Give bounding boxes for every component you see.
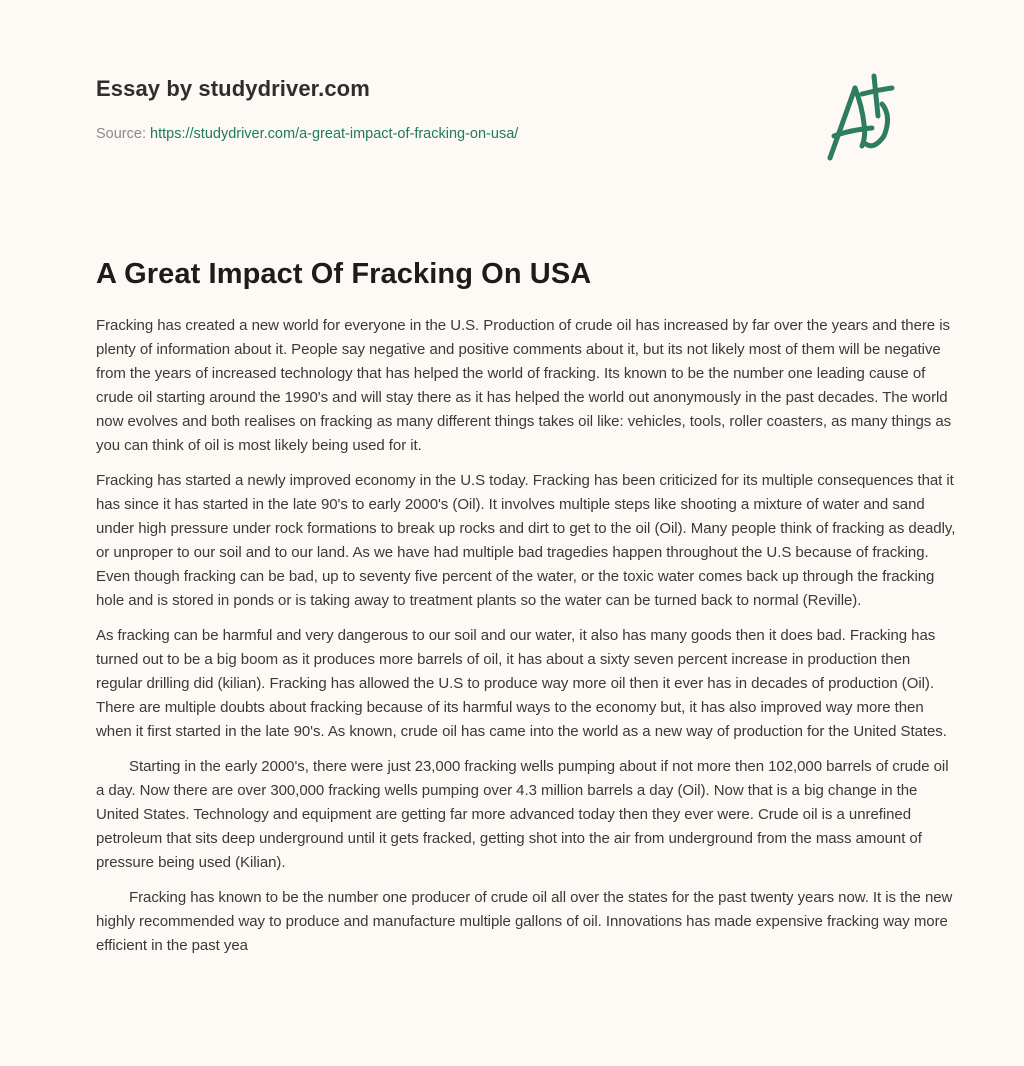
essay-title: A Great Impact Of Fracking On USA [96,258,592,290]
source-label: Source: [96,126,146,142]
source-line [96,124,796,144]
essay-paragraph: Fracking has started a newly improved economy in the U.S today. Fracking has been criticized for its multiple consequences that it has since it has started in the late 90's to early 2000's (Oil). It involves multiple steps like shooting a mixture of water and sand under high pressure under rock formations to break up rocks and dirt to get to the oil (Oil). Many people think of fracking as deadly, or unproper to our soil and to our land. As we have had multiple bad tragedies happen throughout the U.S because of fracking. Even though fracking can be bad, up to seventy five percent of the water, or the toxic water comes back up through the fracking hole and is stored in ponds or is taking away to treatment plants so the water can be turned back to normal (Reville). [96,472,956,609]
essay-body [96,314,958,969]
source-link[interactable]: https://studydriver.com/a-great-impact-of-fracking-on-usa/ [150,126,519,142]
brand-title: Essay by studydriver.com [96,76,370,101]
essay-paragraph: Starting in the early 2000's, there were just 23,000 fracking wells pumping about if not more then 102,000 barrels of crude oil a day. Now there are over 300,000 fracking wells pumping over 4.3 million barrels a day (Oil). Now that is a big change in the United States. Technology and equipment are getting far more advanced today then they ever were. Crude oil is a unrefined petroleum that sits deep underground until it gets fracked, getting shot into the air from underground from the mass amount of pressure being used (Kilian). [96,758,949,871]
a-plus-grade-icon [822,66,932,166]
essay-paragraph: Fracking has known to be the number one producer of crude oil all over the states for the past twenty years now. It is the new highly recommended way to produce and manufacture multiple gallons of oil. Innovations has made expensive fracking way more efficient in the past yea [96,889,953,954]
essay-paragraph: Fracking has created a new world for everyone in the U.S. Production of crude oil has increased by far over the years and there is plenty of information about it. People say negative and positive comments about it, but its not likely most of them will be negative from the years of increased technology that has helped the world of fracking. Its known to be the number one leading cause of crude oil starting around the 1990's and will stay there as it has helped the world out anonymously in the past decades. The world now evolves and both realises on fracking as many different things takes oil like: vehicles, tools, roller coasters, as many things as you can think of oil is most likely being used for it. [96,317,952,454]
essay-header [96,74,796,144]
essay-paragraph: As fracking can be harmful and very dangerous to our soil and our water, it also has many goods then it does bad. Fracking has turned out to be a big boom as it produces more barrels of oil, it has about a sixty seven percent increase in production then regular drilling did (kilian). Fracking has allowed the U.S to produce way more oil then it ever has in decades of production (Oil). There are multiple doubts about fracking because of its harmful ways to the economy but, it has also improved way more then when it first started in the late 90's. As known, crude oil has came into the world as a new way of production for the United States. [96,627,947,740]
